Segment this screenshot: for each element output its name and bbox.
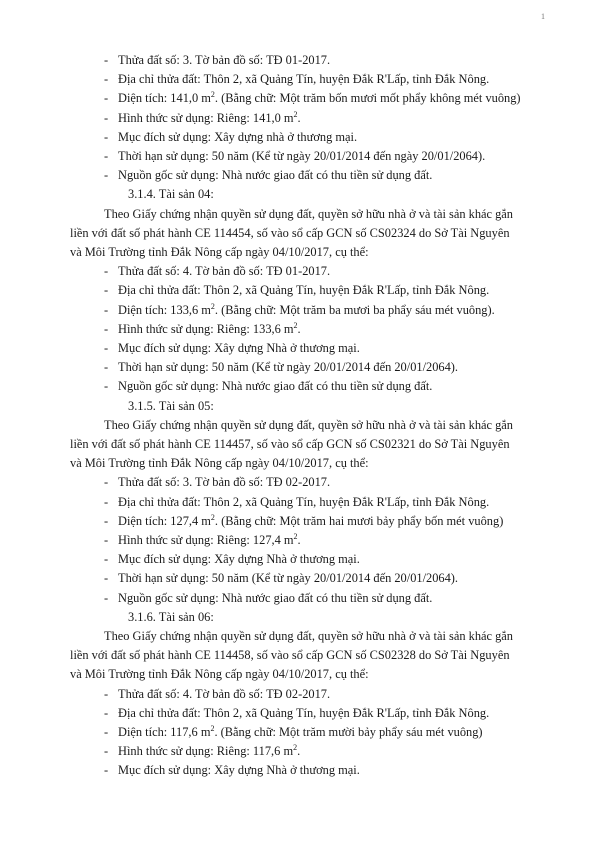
- line-text: Thửa đất số: 4. Tờ bản đồ số: TĐ 01-2017.: [118, 264, 331, 279]
- superscript: 2: [293, 531, 298, 541]
- line-text: Thời hạn sử dụng: 50 năm (Kể từ ngày 20/01/2014 đến 20/01/2064).: [118, 571, 459, 586]
- superscript: 2: [210, 512, 215, 522]
- line-text: Địa chỉ thửa đất: Thôn 2, xã Quảng Tín, huyện Đắk R'Lấp, tỉnh Đắk Nông.: [118, 72, 490, 87]
- bullet-dash: -: [104, 571, 109, 586]
- corner-mark: 1: [541, 12, 545, 21]
- superscript: 2: [210, 301, 215, 311]
- line-text: Thửa đất số: 3. Tờ bản đồ số: TĐ 02-2017.: [118, 475, 331, 490]
- bullet-item: [104, 359, 458, 375]
- line-text: Địa chỉ thửa đất: Thôn 2, xã Quảng Tín, huyện Đắk R'Lấp, tỉnh Đắk Nông.: [118, 283, 490, 298]
- line-text: Diện tích: 141,0 m: [118, 91, 211, 106]
- bullet-dash: -: [104, 590, 109, 605]
- bullet-item: [104, 302, 495, 318]
- paragraph-line: [104, 628, 513, 644]
- line-text: Nguồn gốc sử dụng: Nhà nước giao đất có thu tiền sử dụng đất.: [118, 590, 433, 605]
- bullet-dash: -: [104, 725, 109, 739]
- line-text: Địa chỉ thửa đất: Thôn 2, xã Quảng Tín, huyện Đắk R'Lấp, tỉnh Đắk Nông.: [118, 494, 490, 509]
- paragraph-line: [70, 436, 510, 452]
- line-text: . (Bằng chữ: Một trăm ba mươi ba phẩy sáu mét vuông).: [214, 302, 495, 317]
- bullet-dash: -: [104, 264, 109, 279]
- bullet-item: [104, 551, 360, 567]
- line-text: và Môi Trường tỉnh Đắk Nông cấp ngày 04/10/2017, cụ thể:: [70, 456, 369, 471]
- bullet-item: [104, 52, 330, 68]
- paragraph-line: [70, 244, 369, 260]
- line-text: Mục đích sử dụng: Xây dựng Nhà ở thương mại.: [118, 552, 360, 567]
- bullet-item: [104, 263, 330, 279]
- line-text: và Môi Trường tỉnh Đắk Nông cấp ngày 04/10/2017, cụ thể:: [70, 667, 369, 682]
- line-text: Nguồn gốc sử dụng: Nhà nước giao đất có thu tiền sử dụng đất.: [118, 379, 433, 394]
- line-text: Hình thức sử dụng: Riêng: 133,6 m: [118, 321, 294, 336]
- bullet-item: [104, 340, 360, 356]
- section-heading: [128, 609, 214, 625]
- bullet-dash: -: [104, 168, 109, 183]
- paragraph-line: [70, 225, 510, 241]
- line-text: Diện tích: 117,6 m: [118, 725, 211, 739]
- bullet-item: [104, 378, 432, 394]
- bullet-item: [104, 724, 483, 740]
- paragraph-line: [104, 417, 513, 433]
- bullet-item: [104, 570, 458, 586]
- line-text: Theo Giấy chứng nhận quyền sử dụng đất, quyền sở hữu nhà ở và tài sản khác gắn: [104, 206, 514, 221]
- bullet-dash: -: [104, 533, 109, 547]
- bullet-item: [104, 532, 301, 548]
- line-text: Diện tích: 127,4 m: [118, 513, 211, 528]
- bullet-item: [104, 71, 489, 87]
- line-text: Nguồn gốc sử dụng: Nhà nước giao đất có thu tiền sử dụng đất.: [118, 168, 433, 183]
- line-text: Mục đích sử dụng: Xây dựng Nhà ở thương mại.: [118, 341, 360, 355]
- bullet-dash: -: [104, 379, 109, 394]
- bullet-item: [104, 282, 489, 298]
- line-text: . (Bằng chữ: Một trăm hai mươi bảy phẩy bốn mét vuông): [214, 513, 504, 528]
- bullet-dash: -: [104, 149, 109, 163]
- bullet-dash: -: [104, 72, 109, 87]
- line-text: Thửa đất số: 3. Tờ bản đồ số: TĐ 01-2017.: [118, 53, 331, 67]
- paragraph-line: [70, 666, 369, 682]
- bullet-dash: -: [104, 321, 109, 336]
- line-text: Diện tích: 133,6 m: [118, 302, 211, 317]
- paragraph-line: [70, 455, 369, 471]
- line-text: Theo Giấy chứng nhận quyền sử dụng đất, quyền sở hữu nhà ở và tài sản khác gắn: [104, 417, 514, 432]
- bullet-dash: -: [104, 475, 109, 490]
- superscript: 2: [210, 90, 215, 100]
- line-text: Hình thức sử dụng: Riêng: 141,0 m: [118, 110, 294, 125]
- bullet-dash: -: [104, 360, 109, 375]
- line-text: Mục đích sử dụng: Xây dựng nhà ở thương mại.: [118, 129, 358, 144]
- line-text: Thời hạn sử dụng: 50 năm (Kể từ ngày 20/01/2014 đến ngày 20/01/2064).: [118, 149, 486, 163]
- bullet-dash: -: [104, 513, 109, 528]
- line-text: Thời hạn sử dụng: 50 năm (Kể từ ngày 20/01/2014 đến 20/01/2064).: [118, 360, 459, 375]
- line-text: 3.1.6. Tài sản 06:: [128, 609, 214, 624]
- bullet-item: [104, 513, 503, 529]
- bullet-dash: -: [104, 302, 109, 317]
- line-text: và Môi Trường tỉnh Đắk Nông cấp ngày 04/10/2017, cụ thể:: [70, 245, 369, 259]
- line-text: .: [297, 744, 301, 759]
- bullet-dash: -: [104, 91, 109, 106]
- bullet-item: [104, 494, 489, 510]
- bullet-dash: -: [104, 129, 109, 144]
- line-text: .: [297, 321, 301, 336]
- line-text: liền với đất số phát hành CE 114458, số vào sổ cấp GCN số CS02328 do Sở Tài Nguyên: [70, 648, 510, 663]
- line-text: Thửa đất số: 4. Tờ bản đồ số: TĐ 02-2017.: [118, 686, 331, 701]
- superscript: 2: [293, 109, 298, 119]
- line-text: Địa chỉ thửa đất: Thôn 2, xã Quảng Tín, huyện Đắk R'Lấp, tỉnh Đắk Nông.: [118, 705, 490, 720]
- line-text: 3.1.4. Tài sản 04:: [128, 187, 214, 202]
- paragraph-line: [104, 206, 513, 222]
- line-text: Mục đích sử dụng: Xây dựng Nhà ở thương mại.: [118, 763, 360, 778]
- bullet-item: [104, 90, 521, 106]
- superscript: 2: [210, 723, 215, 733]
- bullet-item: [104, 762, 360, 778]
- superscript: 2: [293, 743, 298, 753]
- bullet-dash: -: [104, 763, 109, 778]
- superscript: 2: [293, 320, 298, 330]
- bullet-item: [104, 110, 301, 126]
- bullet-item: [104, 129, 357, 145]
- bullet-dash: -: [104, 283, 109, 298]
- bullet-item: [104, 167, 432, 183]
- bullet-dash: -: [104, 686, 109, 701]
- line-text: Hình thức sử dụng: Riêng: 117,6 m: [118, 744, 294, 759]
- bullet-dash: -: [104, 110, 109, 125]
- line-text: Theo Giấy chứng nhận quyền sử dụng đất, quyền sở hữu nhà ở và tài sản khác gắn: [104, 629, 514, 643]
- bullet-dash: -: [104, 494, 109, 509]
- paragraph-line: [70, 647, 510, 663]
- bullet-dash: -: [104, 53, 109, 67]
- bullet-item: [104, 743, 300, 759]
- bullet-item: [104, 705, 489, 721]
- bullet-item: [104, 148, 485, 164]
- section-heading: [128, 186, 214, 202]
- bullet-item: [104, 321, 301, 337]
- line-text: .: [297, 533, 301, 547]
- line-text: . (Bằng chữ: Một trăm bốn mươi mốt phẩy không mét vuông): [214, 91, 521, 106]
- line-text: .: [297, 110, 301, 125]
- bullet-item: [104, 474, 330, 490]
- section-heading: [128, 398, 214, 414]
- line-text: Hình thức sử dụng: Riêng: 127,4 m: [118, 533, 294, 547]
- bullet-dash: -: [104, 744, 109, 759]
- line-text: 3.1.5. Tài sản 05:: [128, 398, 214, 413]
- bullet-item: [104, 686, 330, 702]
- line-text: liền với đất số phát hành CE 114457, số vào sổ cấp GCN số CS02321 do Sở Tài Nguyên: [70, 437, 510, 451]
- line-text: liền với đất số phát hành CE 114454, số vào sổ cấp GCN số CS02324 do Sở Tài Nguyên: [70, 225, 510, 240]
- line-text: . (Bằng chữ: Một trăm mười bảy phẩy sáu mét vuông): [214, 725, 483, 739]
- bullet-dash: -: [104, 705, 109, 720]
- bullet-dash: -: [104, 552, 109, 567]
- bullet-item: [104, 590, 432, 606]
- bullet-dash: -: [104, 341, 109, 355]
